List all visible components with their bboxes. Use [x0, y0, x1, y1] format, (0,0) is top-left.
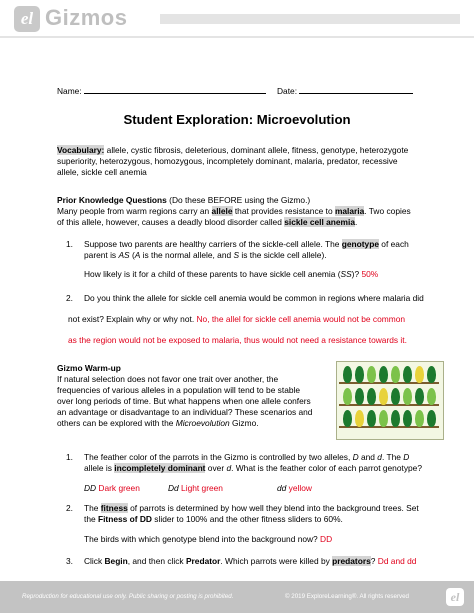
prior-paragraph-line-2: of this allele, however, causes a deadly blood disorder called sickle cell anemia.: [57, 217, 358, 227]
warmup-q3-number: 3.: [66, 556, 73, 566]
genotype-dd-dark-row: DD Dark green: [84, 483, 140, 493]
question-2-line-2: not exist? Explain why or why not. No, the allel for sickle cell anemia would not be common: [68, 314, 406, 324]
parrot-icon: [343, 410, 352, 427]
question-2-line-1: Do you think the allele for sickle cell anemia would be common in regions where malaria did: [84, 293, 424, 303]
parrot-icon: [355, 366, 364, 383]
name-blank[interactable]: [84, 85, 266, 94]
question-1-line-2: parent is AS (A is the normal allele, and S is the sickle cell allele).: [84, 250, 327, 260]
warmup-line-2: frequencies of various alleles in a population will tend to be stable: [57, 385, 301, 395]
question-1-answer[interactable]: 50%: [361, 269, 379, 279]
explorelearning-logo-icon: el: [14, 6, 40, 32]
parrot-icon: [355, 388, 364, 405]
name-field-row: [57, 85, 266, 97]
question-2-number: 2.: [66, 293, 73, 303]
warmup-q3-answer[interactable]: Dd and dd: [377, 556, 417, 566]
vocab-line-3: allele, sickle cell anemia: [57, 167, 147, 177]
genotype-dd-answer[interactable]: Dark green: [96, 483, 140, 493]
vocab-line-2: superiority, heterozygous, homozygous, incompletely dominant, malaria, predator, recessive: [57, 156, 398, 166]
warmup-q2-line-1: The fitness of parrots is determined by how well they blend into the background trees. Set: [84, 503, 419, 513]
parrot-icon: [367, 388, 376, 405]
question-1-number: 1.: [66, 239, 73, 249]
prior-heading-note: (Do these BEFORE using the Gizmo.): [166, 195, 311, 205]
parrot-icon: [391, 410, 400, 427]
name-label: Name:: [57, 86, 82, 96]
question-2-answer-2[interactable]: as the region would not be exposed to malaria, thus would not need a resistance towards it.: [68, 335, 407, 345]
parrot-icon: [379, 366, 388, 383]
footer-reproduction-notice: Reproduction for educational use only. Public sharing or posting is prohibited.: [22, 593, 234, 600]
genotype-dd-yellow-row: dd yellow: [277, 483, 312, 493]
header-decorative-bar: [160, 14, 460, 24]
parrot-icon: [343, 366, 352, 383]
branch-shape: [339, 426, 439, 428]
parrot-icon: [403, 366, 412, 383]
parrot-icon: [427, 388, 436, 405]
warmup-q2-answer[interactable]: DD: [320, 534, 333, 544]
parrots-figure: [336, 361, 444, 440]
warmup-q1-line-2: allele is incompletely dominant over d. What is the feather color of each parrot genotype?: [84, 463, 422, 473]
parrot-icon: [427, 366, 436, 383]
parrot-icon: [415, 388, 424, 405]
parrot-icon: [427, 410, 436, 427]
parrot-icon: [403, 410, 412, 427]
gizmos-header: [0, 0, 474, 38]
vocab-text-1: allele, cystic fibrosis, deleterious, dominant allele, fitness, genotype, heterozygote: [104, 145, 409, 155]
warmup-line-1: If natural selection does not favor one trait over another, the: [57, 374, 279, 384]
date-field-row: [277, 85, 413, 97]
prior-heading-row: [57, 195, 310, 206]
warmup-q2-number: 2.: [66, 503, 73, 513]
question-1-prompt: How likely is it for a child of these parents to have sickle cell anemia (SS)? 50%: [84, 269, 379, 279]
parrot-icon: [415, 410, 424, 427]
warmup-q1-line-1: The feather color of the parrots in the Gizmo is controlled by two alleles, D and d. The D: [84, 452, 410, 462]
term-sickle-cell-anemia: sickle cell anemia: [284, 217, 355, 227]
term-predators: predators: [332, 556, 371, 566]
prior-paragraph-line-1: Many people from warm regions carry an allele that provides resistance to malaria. Two copies: [57, 206, 411, 216]
parrot-icon: [343, 388, 352, 405]
header-divider: [0, 36, 474, 38]
warmup-line-4: an advantage or disadvantage to an individual? These scenarios and: [57, 407, 313, 417]
parrot-icon: [379, 410, 388, 427]
page-footer: [0, 581, 474, 613]
term-allele: allele: [211, 206, 233, 216]
footer-copyright: © 2019 ExploreLearning®. All rights reserved: [285, 593, 409, 600]
parrot-icon: [367, 366, 376, 383]
prior-heading: Prior Knowledge Questions: [57, 195, 167, 205]
question-2-answer-1[interactable]: No, the allel for sickle cell anemia would not be common: [196, 314, 406, 324]
parrot-icon: [403, 388, 412, 405]
date-blank[interactable]: [299, 85, 413, 94]
warmup-q2-line-2: the Fitness of DD slider to 100% and the other fitness sliders to 60%.: [84, 514, 343, 524]
page-title: Student Exploration: Microevolution: [123, 112, 351, 127]
date-label: Date:: [277, 86, 298, 96]
term-genotype: genotype: [341, 239, 379, 249]
vocab-line-1: [57, 145, 408, 156]
term-malaria: malaria: [334, 206, 365, 216]
genotype-dd-yellow-answer[interactable]: yellow: [286, 483, 312, 493]
parrot-icon: [367, 410, 376, 427]
term-incompletely-dominant: incompletely dominant: [114, 463, 206, 473]
brand-name: Gizmos: [45, 5, 128, 30]
warmup-q1-number: 1.: [66, 452, 73, 462]
parrot-icon: [355, 410, 364, 427]
warmup-line-5: others can be explored with the Microevolution Gizmo.: [57, 418, 259, 428]
parrot-icon: [379, 388, 388, 405]
genotype-dd-light-answer[interactable]: Light green: [178, 483, 223, 493]
parrot-icon: [415, 366, 424, 383]
question-1-line-1: Suppose two parents are healthy carriers of the sickle-cell allele. The genotype of each: [84, 239, 409, 249]
warmup-line-3: over long periods of time. But what happens when one allele confers: [57, 396, 311, 406]
branch-shape: [339, 382, 439, 384]
warmup-q2-prompt: The birds with which genotype blend into the background now? DD: [84, 534, 333, 544]
explorelearning-footer-logo-icon: el: [446, 588, 464, 606]
term-fitness: fitness: [100, 503, 128, 513]
parrot-icon: [391, 366, 400, 383]
genotype-dd-light-row: Dd Light green: [168, 483, 223, 493]
branch-shape: [339, 404, 439, 406]
warmup-q3-line-1: Click Begin, and then click Predator. Which parrots were killed by predators? Dd and dd: [84, 556, 417, 566]
vocab-label: Vocabulary:: [57, 145, 105, 155]
parrot-icon: [391, 388, 400, 405]
warmup-heading: Gizmo Warm-up: [57, 363, 121, 373]
